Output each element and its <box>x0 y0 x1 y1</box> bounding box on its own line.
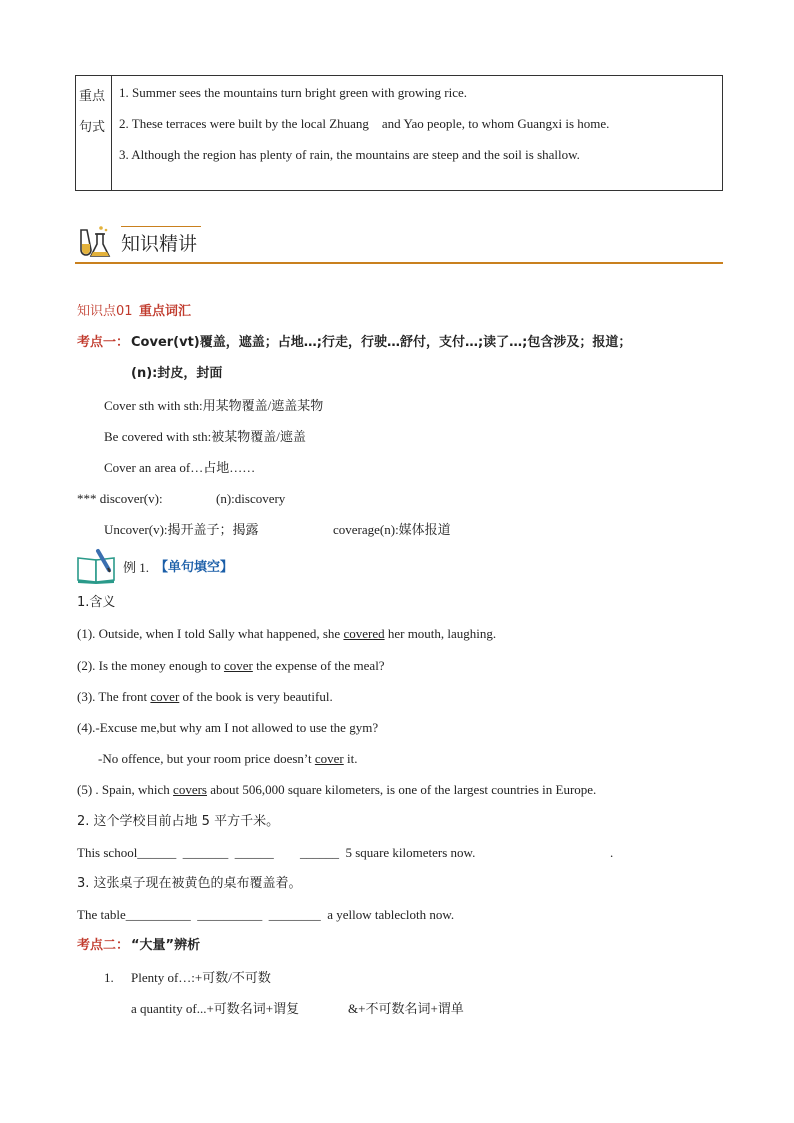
item-text: her mouth, laughing. <box>384 626 497 641</box>
example-item-3 <box>77 689 333 705</box>
example-item-5 <box>77 782 596 798</box>
question-2-rest: ______ 5 square kilometers now. <box>300 845 476 860</box>
key-sentences-table <box>75 75 723 191</box>
label-line-2: 句式 <box>79 120 106 135</box>
item-text: about 506,000 square kilometers, is one of the largest countries in Europe. <box>206 782 597 797</box>
example-item-4 <box>77 720 378 736</box>
item-answer: covered <box>343 626 385 641</box>
kaodian1-definition-line1: Cover(vt)覆盖，遮盖；占地…;行走，行驶…舒付，支付…;读了…;包含涉及；报道； <box>131 335 632 350</box>
key-sentence-2: 2. These terraces were built by the local Zhuang and Yao people, to whom Guangxi is home. <box>119 116 610 131</box>
knowledge-point-title: 重点词汇 <box>139 304 192 319</box>
item-text: the expense of the meal? <box>252 658 385 673</box>
lab-flask-icon <box>77 224 117 262</box>
discover-verb: *** discover(v): <box>77 491 163 506</box>
phrase-cover-area: Cover an area of…占地…… <box>104 460 256 475</box>
kaodian2-plenty-of: Plenty of…:+可数/不可数 <box>131 970 271 985</box>
item-answer: cover <box>223 658 253 673</box>
kaodian2-quantity-of-uncountable: &+不可数名词+谓单 <box>348 1001 464 1016</box>
item-answer: cover <box>150 689 180 704</box>
item-text: (1). Outside, when I told Sally what happened, she <box>77 626 344 641</box>
example-item-4-reply <box>98 751 357 767</box>
uncover-definition: Uncover(v):揭开盖子；揭露 <box>104 522 259 537</box>
section-title: 知识精讲 <box>121 233 198 255</box>
item-answer: covers <box>173 782 207 797</box>
item-text: (2). Is the money enough to <box>77 658 224 673</box>
example-sub-title: 1.含义 <box>77 595 116 610</box>
question-2-title: 2. 这个学校目前占地 5 平方千米。 <box>77 814 280 829</box>
item-answer: cover <box>314 751 344 766</box>
key-sentence-3: 3. Although the region has plenty of rain, the mountains are steep and the soil is shallow. <box>119 147 580 162</box>
kaodian1-label: 考点一： <box>77 335 130 350</box>
question-2-dot: . <box>610 845 614 860</box>
kaodian2-item-number: 1. <box>104 970 114 985</box>
item-text: (3). The front <box>77 689 151 704</box>
notebook-pen-icon <box>76 548 120 584</box>
phrase-cover-with: Cover sth with sth:用某物覆盖/遮盖某物 <box>104 398 324 413</box>
key-sentence-1: 1. Summer sees the mountains turn bright green with growing rice. <box>119 85 468 100</box>
discover-noun: (n):discovery <box>216 491 286 506</box>
kaodian2-quantity-of: a quantity of...+可数名词+谓复 <box>131 1001 300 1016</box>
example-label: 例 1. <box>123 560 150 575</box>
item-text: -No offence, but your room price doesn’t <box>98 751 315 766</box>
kaodian2-label: 考点二： <box>77 938 130 953</box>
item-text: of the book is very beautiful. <box>179 689 333 704</box>
item-text: it. <box>343 751 358 766</box>
question-3-title: 3. 这张桌子现在被黄色的桌布覆盖着。 <box>77 876 302 891</box>
coverage-definition: coverage(n):媒体报道 <box>333 522 451 537</box>
item-text: (4).-Excuse me,but why am I not allowed to use the gym? <box>77 720 379 735</box>
key-sentences-label-cell <box>76 76 112 190</box>
question-2-blanks: This school______ _______ ______ <box>77 845 274 860</box>
item-text: (5) . Spain, which <box>77 782 174 797</box>
knowledge-point-label: 知识点01 <box>77 304 133 319</box>
example-item-1 <box>77 626 496 642</box>
kaodian2-title: “大量”辨析 <box>131 938 201 953</box>
example-type: 【单句填空】 <box>155 560 234 575</box>
section-title-top-rule <box>121 226 201 227</box>
kaodian1-definition-line2: (n):封皮，封面 <box>131 366 223 381</box>
label-line-1: 重点 <box>79 89 106 104</box>
section-divider <box>75 262 723 264</box>
question-3-blanks: The table__________ __________ ________ a yellow tablecloth now. <box>77 907 455 922</box>
phrase-be-covered-with: Be covered with sth:被某物覆盖/遮盖 <box>104 429 306 444</box>
example-item-2 <box>77 658 385 674</box>
